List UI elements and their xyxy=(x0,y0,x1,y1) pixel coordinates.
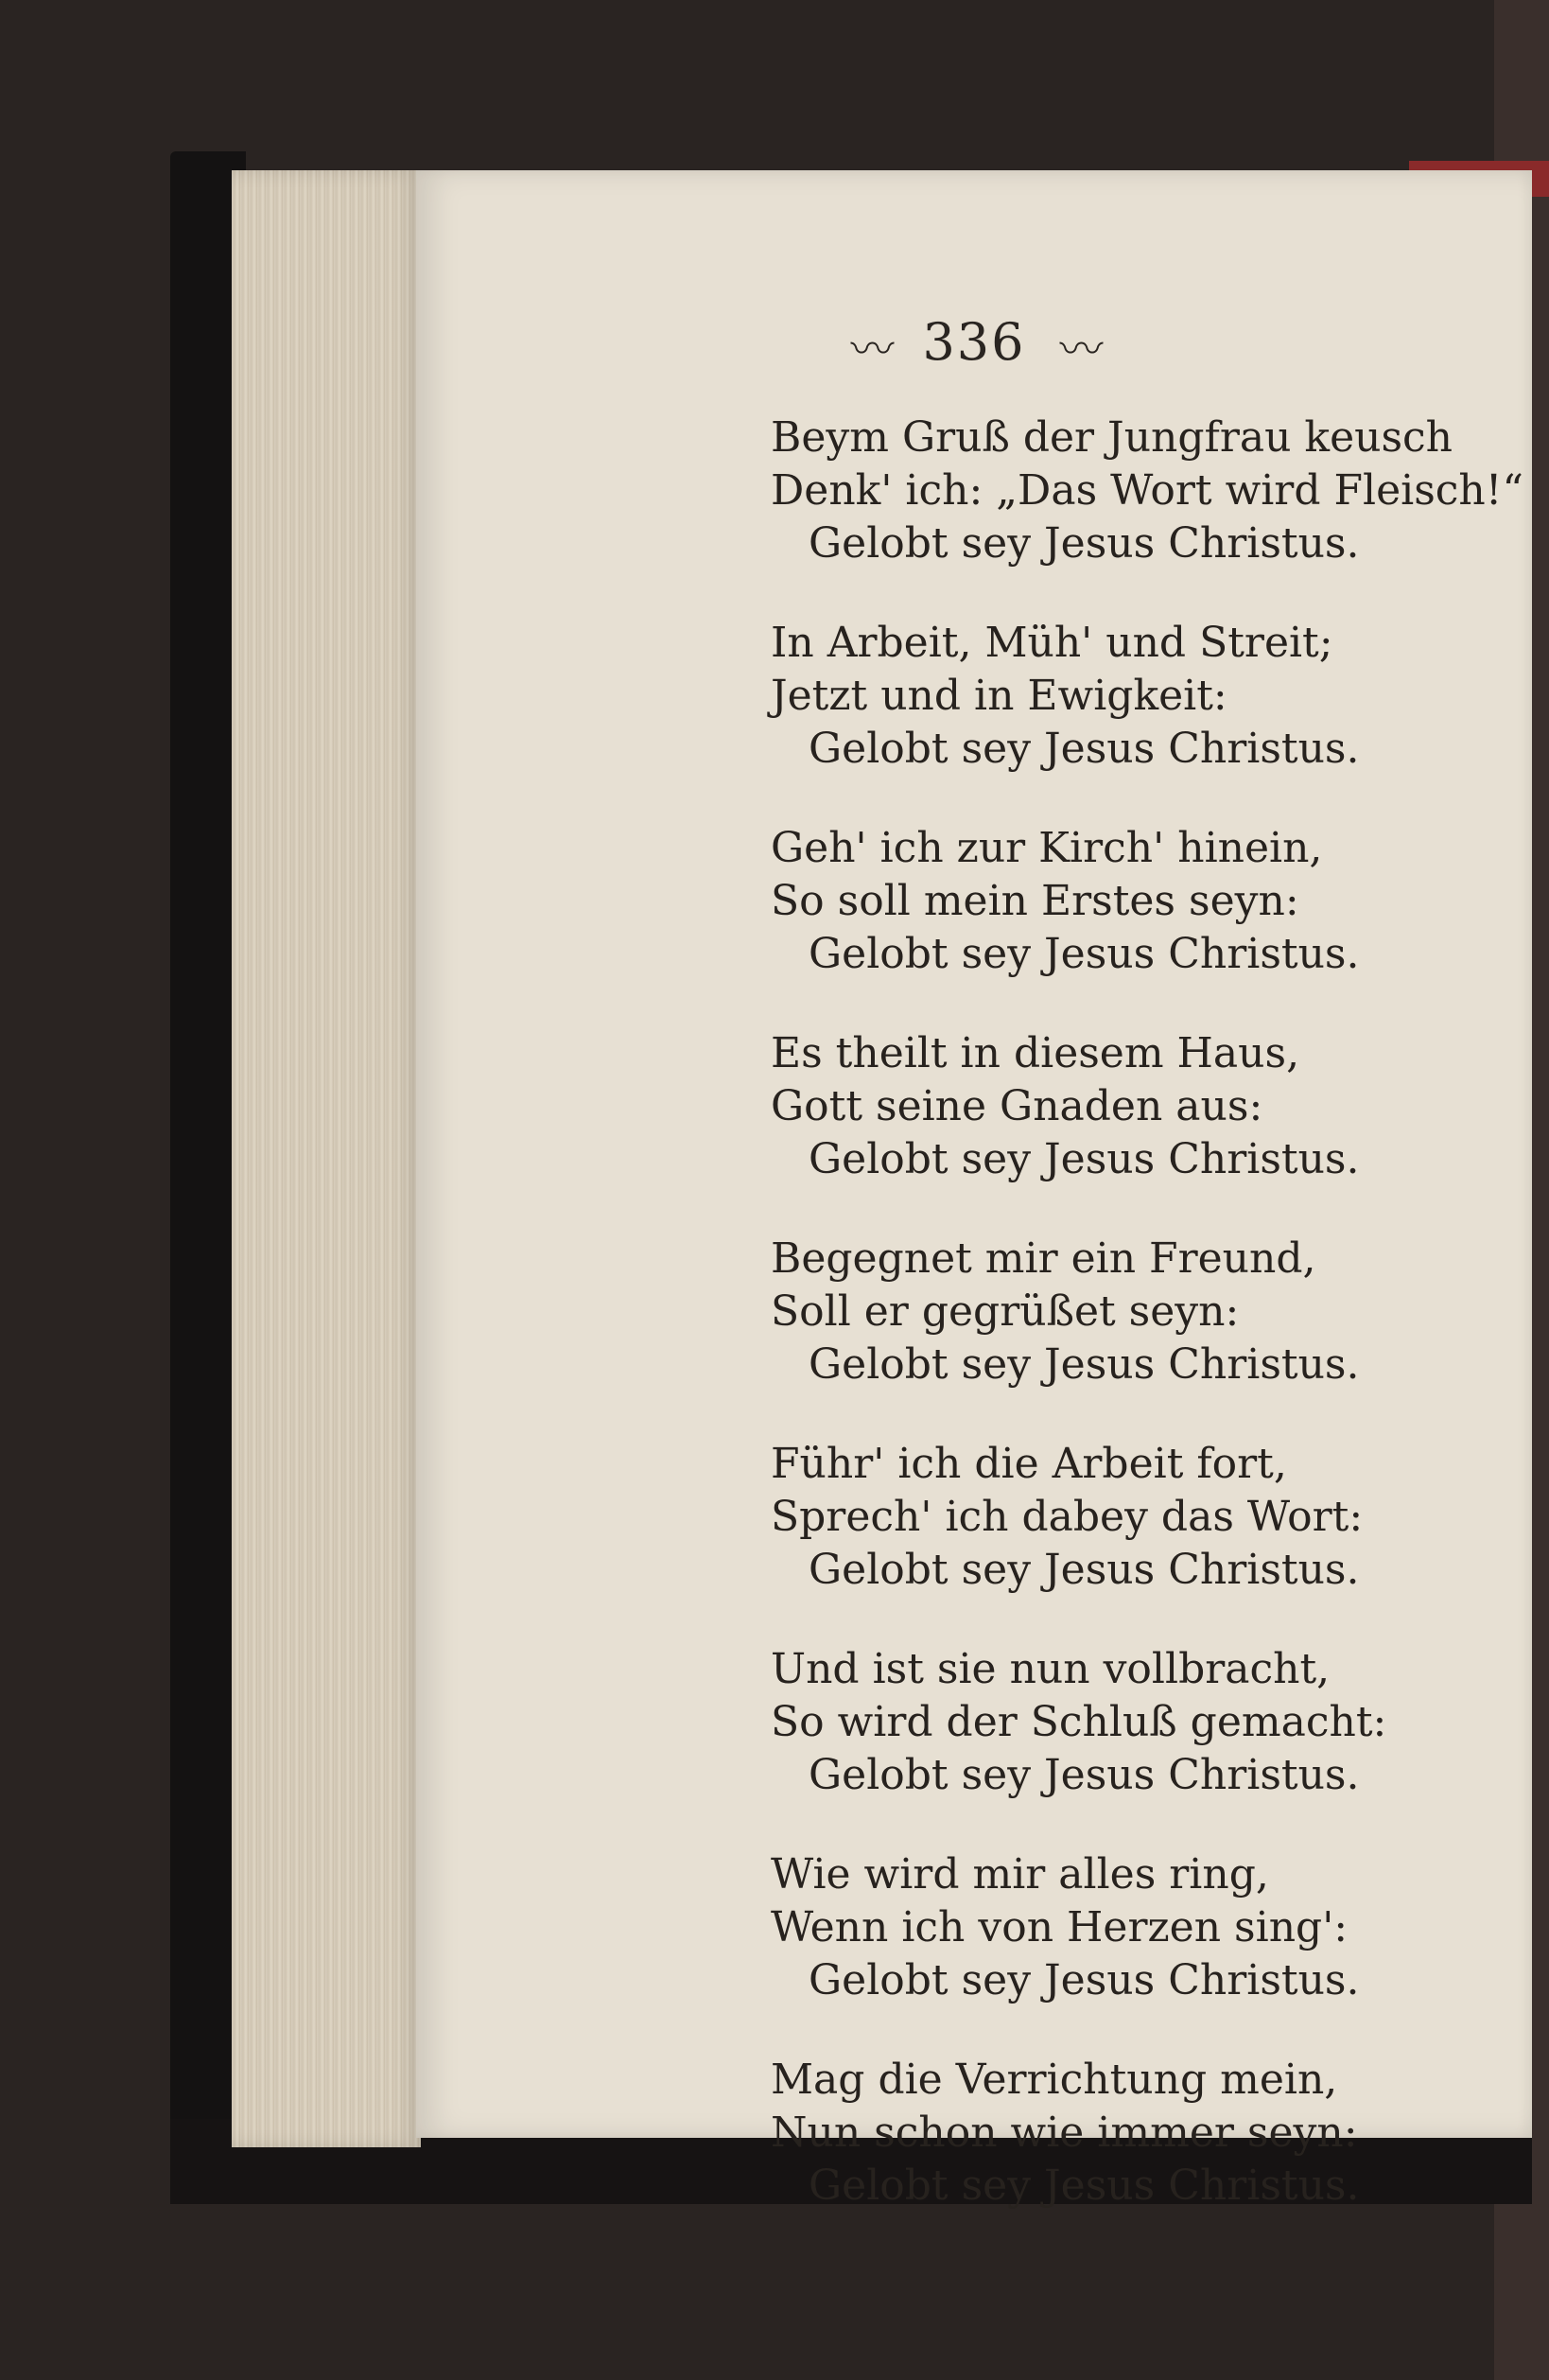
page-header xyxy=(416,312,1532,377)
refrain-line: Gelobt sey Jesus Christus. xyxy=(809,1751,1360,1799)
verse-line: Geh' ich zur Kirch' hinein, xyxy=(771,824,1323,872)
stanza xyxy=(771,1233,1527,1391)
verse-line: So wird der Schluß gemacht: xyxy=(771,1698,1387,1746)
refrain-line: Gelobt sey Jesus Christus. xyxy=(809,519,1360,568)
refrain-line: Gelobt sey Jesus Christus. xyxy=(809,1956,1360,2004)
verse-line: Gott seine Gnaden aus: xyxy=(771,1082,1263,1130)
verse-line: Denk' ich: „Das Wort wird Fleisch!“ xyxy=(771,466,1523,515)
verse-line: Nun schon wie immer seyn: xyxy=(771,2109,1358,2157)
stanza xyxy=(771,1027,1527,1186)
refrain-line: Gelobt sey Jesus Christus. xyxy=(809,1135,1360,1183)
verse-line: Jetzt und in Ewigkeit: xyxy=(771,672,1227,720)
right-ornament-icon: 〰 xyxy=(1059,324,1098,375)
refrain-line: Gelobt sey Jesus Christus. xyxy=(809,930,1360,978)
verse-line: In Arbeit, Müh' und Streit; xyxy=(771,619,1333,667)
stanza xyxy=(771,1643,1527,1802)
refrain-line: Gelobt sey Jesus Christus. xyxy=(809,1546,1360,1594)
page-edges xyxy=(232,170,421,2147)
stanza xyxy=(771,2054,1527,2213)
refrain-line: Gelobt sey Jesus Christus. xyxy=(809,1340,1360,1389)
refrain-line: Gelobt sey Jesus Christus. xyxy=(809,725,1360,773)
stanza xyxy=(771,1438,1527,1597)
stanza xyxy=(771,822,1527,981)
stanza xyxy=(771,1848,1527,2007)
verse-line: Beym Gruß der Jungfrau keusch xyxy=(771,413,1453,462)
stanza xyxy=(771,411,1527,570)
verse-line: Begegnet mir ein Freund, xyxy=(771,1234,1316,1283)
verse-line: Soll er gegrüßet seyn: xyxy=(771,1287,1240,1336)
poem-body xyxy=(771,411,1527,2259)
book-page xyxy=(416,170,1532,2210)
stanza xyxy=(771,617,1527,776)
verse-line: Wenn ich von Herzen sing': xyxy=(771,1903,1349,1951)
refrain-line: Gelobt sey Jesus Christus. xyxy=(809,2161,1360,2210)
verse-line: Und ist sie nun vollbracht, xyxy=(771,1645,1331,1693)
verse-line: Führ' ich die Arbeit fort, xyxy=(771,1440,1287,1488)
verse-line: Es theilt in diesem Haus, xyxy=(771,1029,1300,1077)
verse-line: So soll mein Erstes seyn: xyxy=(771,877,1299,925)
left-ornament-icon: 〰 xyxy=(850,324,889,375)
page-number: 336 xyxy=(922,312,1026,372)
verse-line: Wie wird mir alles ring, xyxy=(771,1850,1269,1899)
verse-line: Sprech' ich dabey das Wort: xyxy=(771,1493,1364,1541)
verse-line: Mag die Verrichtung mein, xyxy=(771,2056,1338,2104)
